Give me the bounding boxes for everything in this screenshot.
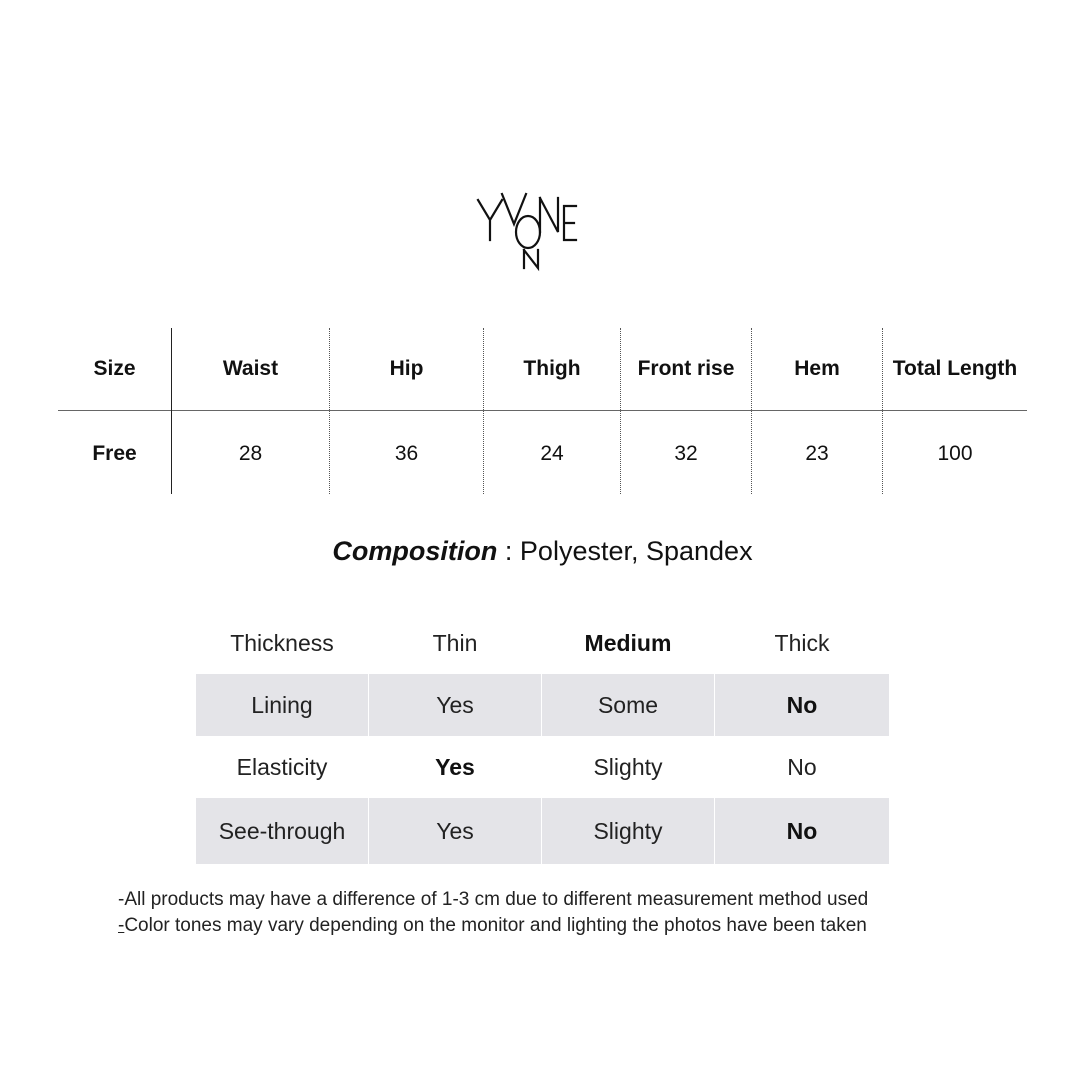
property-name: Lining xyxy=(196,674,368,736)
disclaimer-notes xyxy=(118,887,868,939)
thigh-value: 24 xyxy=(540,442,564,465)
composition-separator: : xyxy=(497,536,520,566)
total-length-value: 100 xyxy=(937,442,973,465)
hem-header: Hem xyxy=(794,357,840,380)
property-option: No xyxy=(787,753,817,780)
hip-column xyxy=(330,328,483,494)
property-option-selected: No xyxy=(715,798,889,864)
waist-header: Waist xyxy=(222,357,279,380)
waist-column xyxy=(172,328,329,494)
property-option-selected: Yes xyxy=(435,753,475,780)
property-name: Thickness xyxy=(230,629,334,656)
property-name: See-through xyxy=(196,798,368,864)
property-option: Yes xyxy=(369,674,541,736)
property-option: Some xyxy=(542,674,714,736)
size-header: Size xyxy=(93,357,136,380)
note-measurement: -All products may have a difference of 1-3 cm due to different measurement method used xyxy=(118,889,869,910)
front-rise-header: Front rise xyxy=(637,357,735,380)
property-row-thickness xyxy=(196,612,889,674)
property-option: Yes xyxy=(369,798,541,864)
property-row-lining xyxy=(196,674,889,736)
property-row-see-through xyxy=(196,798,889,864)
note-color xyxy=(118,913,868,939)
composition xyxy=(0,536,1085,567)
waist-value: 28 xyxy=(238,442,263,465)
property-row-elasticity xyxy=(196,736,889,798)
property-option-selected: No xyxy=(715,674,889,736)
thigh-column xyxy=(484,328,620,494)
brand-logo-mark xyxy=(470,188,600,273)
note-color-text: Color tones may vary depending on the monitor and lighting the photos have been taken xyxy=(124,915,867,936)
hem-value: 23 xyxy=(805,442,829,465)
total-length-header: Total Length xyxy=(892,357,1018,380)
hip-header: Hip xyxy=(389,357,424,380)
size-table xyxy=(58,328,1027,494)
property-option: Thin xyxy=(432,629,478,656)
property-option: Thick xyxy=(774,629,830,656)
property-name: Elasticity xyxy=(236,753,328,780)
hip-value: 36 xyxy=(394,442,419,465)
size-value: Free xyxy=(92,442,137,465)
property-option: Slighty xyxy=(593,753,663,780)
fabric-properties-table xyxy=(196,612,889,864)
composition-value: Polyester, Spandex xyxy=(519,536,753,566)
property-option-selected: Medium xyxy=(584,629,672,656)
composition-label: Composition xyxy=(332,536,498,566)
hem-column xyxy=(752,328,882,494)
brand-logo xyxy=(470,188,600,273)
size-column xyxy=(58,328,171,494)
note-dash: - xyxy=(118,915,125,936)
thigh-header: Thigh xyxy=(523,357,581,380)
property-option: Slighty xyxy=(542,798,714,864)
front-rise-column xyxy=(621,328,751,494)
total-length-column xyxy=(883,328,1027,494)
front-rise-value: 32 xyxy=(674,442,698,465)
